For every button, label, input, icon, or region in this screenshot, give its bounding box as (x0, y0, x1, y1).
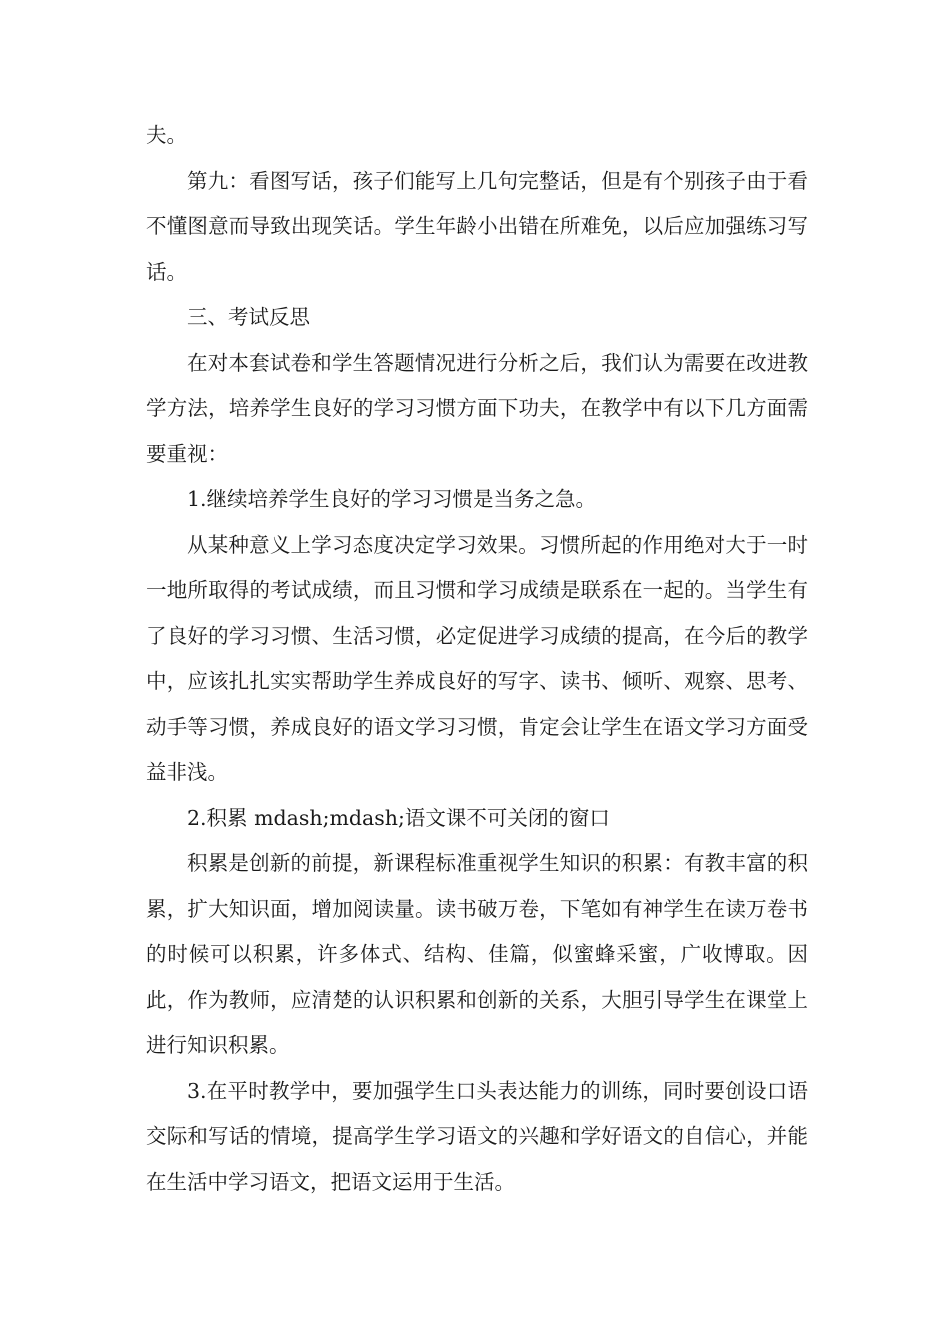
section-heading-exam-reflection: 三、考试反思 (187, 305, 310, 329)
subheading-habits: 1.继续培养学生良好的学习习惯是当务之急。 (187, 487, 597, 511)
subheading-accumulation: 2.积累 mdash;mdash;语文课不可关闭的窗口 (187, 805, 610, 830)
paragraph-reflection-intro: 在对本套试卷和学生答题情况进行分析之后，我们认为需要在改进教学方法，培养学生良好的学习习惯方面下功夫，在教学中有以下几方面需要重视： (146, 350, 808, 466)
paragraph-habits: 从某种意义上学习态度决定学习效果。习惯所起的作用绝对大于一时一地所取得的考试成绩，而且习惯和学习成绩是联系在一起的。当学生有了良好的学习习惯、生活习惯，必定促进学习成绩的提高，在今后的教学中，应该扎扎实实帮助学生养成良好的写字、读书、倾听、观察、思考、动手等习惯，养成良好的语文学习习惯，肯定会让学生在语文学习方面受益非浅。 (146, 532, 808, 784)
paragraph-accumulation: 积累是创新的前提，新课程标准重视学生知识的积累：有教丰富的积累，扩大知识面，增加阅读量。读书破万卷，下笔如有神学生在读万卷书的时候可以积累，许多体式、结构、佳篇，似蜜蜂采蜜，广收博取。因此，作为教师，应清楚的认识积累和创新的关系，大胆引导学生在课堂上进行知识积累。 (146, 851, 808, 1057)
paragraph-oral-expression: 3.在平时教学中，要加强学生口头表达能力的训练，同时要创设口语交际和写话的情境，提高学生学习语文的兴趣和学好语文的自信心，并能在生活中学习语文，把语文运用于生活。 (146, 1078, 808, 1194)
document-body (146, 113, 808, 1205)
paragraph-item-nine: 第九：看图写话，孩子们能写上几句完整话，但是有个别孩子由于看不懂图意而导致出现笑话。学生年龄小出错在所难免，以后应加强练习写话。 (146, 168, 808, 284)
paragraph-continuation: 夫。 (146, 123, 187, 147)
